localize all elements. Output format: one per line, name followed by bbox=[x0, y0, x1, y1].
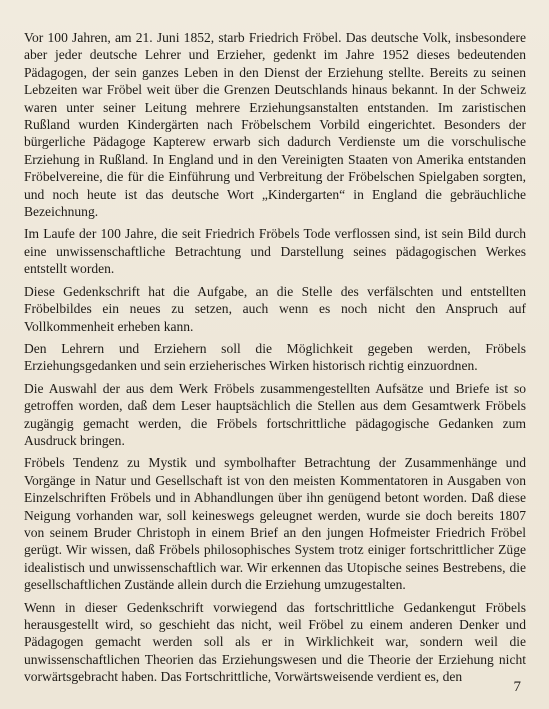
paragraph-7: Wenn in dieser Gedenkschrift vorwiegend das fortschrittliche Gedankengut Fröbels herausgestellt wird, so geschieht das nicht, weil Fröbel zu einem anderen Denker und Pädagogen gemacht werden soll als er in Wirklichkeit war, sondern weil die unwissenschaftlichen Theorien das Erziehungswesen und die Theorie der Erziehung nicht vorwärtsgebracht haben. Das Fortschrittliche, Vorwärtsweisende verdient es, den bbox=[24, 599, 526, 685]
paragraph-5: Die Auswahl der aus dem Werk Fröbels zusammengestellten Aufsätze und Briefe ist so getroffen worden, daß dem Leser hauptsächlich die Stellen aus dem Gesamtwerk Fröbels zugängig gemacht werden, die Fröbels fortschrittliche pädagogische Gedanken zum Ausdruck bringen. bbox=[24, 380, 526, 448]
body-text bbox=[24, 29, 526, 691]
paragraph-3: Diese Gedenkschrift hat die Aufgabe, an die Stelle des verfälschten und entstellten Fröbelbildes ein neues zu setzen, auch wenn es noch nicht den Anspruch auf Vollkommenheit erheben kann. bbox=[24, 283, 526, 334]
paragraph-4: Den Lehrern und Erziehern soll die Möglichkeit gegeben werden, Fröbels Erziehungsgedanken und sein erzieherisches Wirken historisch richtig einzuordnen. bbox=[24, 340, 526, 374]
page-number: 7 bbox=[513, 679, 521, 695]
paragraph-1: Vor 100 Jahren, am 21. Juni 1852, starb Friedrich Fröbel. Das deutsche Volk, insbesondere aber jeder deutsche Lehrer und Erzieher, gedenkt im Jahre 1952 dieses bedeutenden Pädagogen, der sein ganzes Leben in den Dienst der Erziehung stellte. Bereits zu seinen Lebzeiten war Fröbel weit über die Grenzen Deutschlands hinaus bekannt. In der Schweiz waren unter seiner Leitung mehrere Erziehungsanstalten entstanden. Im zaristischen Rußland wurden Kindergärten nach Fröbelschem Vorbild eingerichtet. Besonders der bürgerliche Pädagoge Kapterew erwarb sich dadurch Verdienste um die vorschulische Erziehung in Rußland. In England und in den Vereinigten Staaten von Amerika entstanden Fröbelvereine, die für die Einführung und Verbreitung der Fröbelschen Spielgaben sorgten, und noch heute ist das deutsche Wort „Kindergarten“ in England die gebräuchliche Bezeichnung. bbox=[24, 30, 526, 220]
paragraph-2: Im Laufe der 100 Jahre, die seit Friedrich Fröbels Tode verflossen sind, ist sein Bild durch eine unwissenschaftliche Betrachtung und Darstellung seines pädagogischen Werkes entstellt worden. bbox=[24, 226, 526, 277]
paragraph-6: Fröbels Tendenz zu Mystik und symbolhafter Betrachtung der Zusammenhänge und Vorgänge in Natur und Gesellschaft ist von den meisten Kommentatoren in Ausgaben von Einzelschriften Fröbels und in Abhandlungen über ihn genügend betont worden. Daß diese Neigung vorhanden war, soll keineswegs geleugnet werden, wurde sie doch bereits 1807 von seinem Bruder Christoph in einem Brief an den jungen Hofmeister Friedrich Fröbel gerügt. Wir wissen, daß Fröbels philosophisches System trotz einiger fortschrittlicher Züge idealistisch und unwissenschaftlich war. Wir erkennen das Utopische seines Bestrebens, die gesellschaftlichen Zustände allein durch die Erziehung umzugestalten. bbox=[24, 455, 526, 593]
